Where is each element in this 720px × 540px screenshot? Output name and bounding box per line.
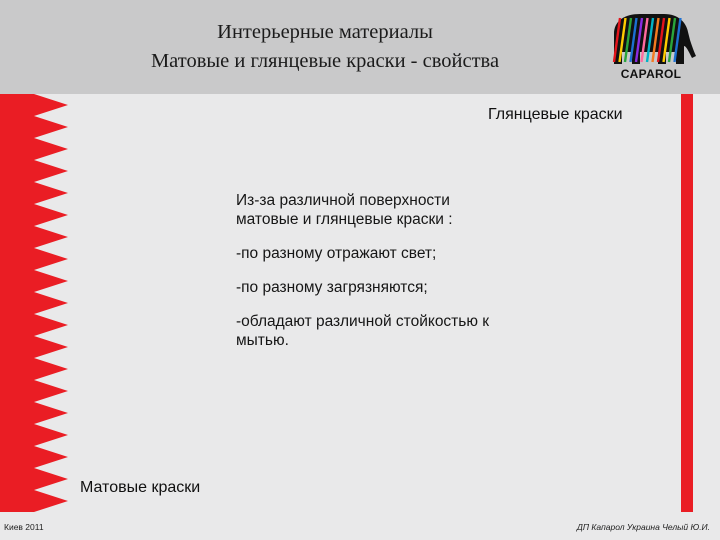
matte-paints-label: Матовые краски: [80, 479, 201, 496]
point-2: -по разному загрязняются;: [236, 279, 428, 296]
footer-right-text: ДП Капарол Украина Челый Ю.И.: [576, 522, 710, 532]
glossy-paints-label: Глянцевые краски: [488, 106, 623, 123]
page-title: [60, 18, 590, 76]
title-line-1: Интерьерные материалы: [217, 21, 433, 43]
point-1: -по разному отражают свет;: [236, 245, 437, 262]
properties-text: [236, 191, 496, 365]
intro-paragraph: Из-за различной поверхности матовые и глянцевые краски :: [236, 192, 453, 228]
right-decorative-strip: [681, 94, 693, 512]
title-line-2: Матовые и глянцевые краски - свойства: [150, 50, 500, 72]
left-decorative-strip: [0, 94, 76, 512]
point-3: -обладают различной стойкостью к мытью.: [236, 313, 490, 349]
caparol-logo-text: CAPAROL: [620, 67, 682, 81]
footer-left-text: Киев 2011: [4, 522, 44, 532]
